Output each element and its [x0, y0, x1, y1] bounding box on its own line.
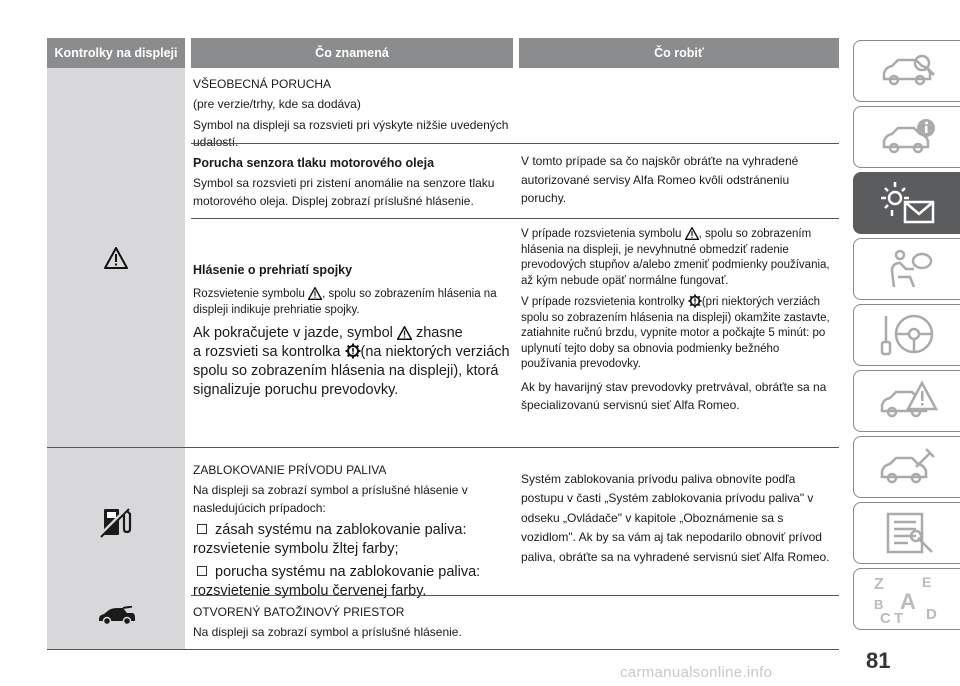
warning-triangle-icon: [308, 287, 322, 300]
icon-cell: [47, 448, 185, 596]
technical-data-icon: [878, 510, 938, 556]
row-action: V tomto prípade sa čo najskôr obráťte na vyhradené autorizované servisy Alfa Romeo kvôli odstráneniu poruchy.: [521, 154, 799, 206]
tab-safety[interactable]: [853, 238, 960, 300]
row-text: Symbol sa rozsvieti pri zistení anomálie na senzore tlaku motorového oleja. Displej zobrazí príslušné hlásenie.: [193, 176, 495, 208]
row-action: Systém zablokovania prívodu paliva obnovíte podľa postupu v časti „Systém zablokovania prívodu paliva" v odseku „Ovládače" v kapitole „Oboznámenie sa s vozidlom". Ak by sa vám aj tak nepodarilo obnoviť prívod paliva, obráťte sa na vyhradené servisnú sieť Alfa Romeo.: [521, 472, 830, 564]
row-title: Hlásenie o prehriatí spojky: [193, 263, 353, 277]
checkbox-bullet-icon: [197, 524, 207, 534]
header-col-display: Kontrolky na displeji: [47, 38, 185, 68]
tab-car-overview[interactable]: [853, 40, 960, 102]
table-row: [47, 448, 839, 599]
svg-text:C: C: [879, 610, 891, 625]
maintenance-icon: [876, 445, 940, 489]
table-header: [47, 38, 839, 68]
tab-technical-data[interactable]: [853, 502, 960, 564]
index-icon: [870, 573, 946, 625]
row-text: Rozsvietenie symbolu , spolu so zobrazením hlásenia na displeji indikuje prehriatie spojky.: [193, 288, 497, 316]
page-number: 81: [866, 648, 891, 673]
tab-starting-driving[interactable]: [853, 304, 960, 366]
row-text: Na displeji sa zobrazí symbol a príslušné hlásenie v nasledujúcich prípadoch:: [193, 483, 468, 515]
warning-lights-table: [47, 38, 839, 650]
row-title: Porucha senzora tlaku motorového oleja: [193, 156, 435, 170]
row-title: VŠEOBECNÁ PORUCHA: [193, 77, 332, 91]
gearbox-fault-icon: [345, 343, 361, 359]
tab-index[interactable]: [853, 568, 960, 630]
warning-triangle-icon: [397, 326, 412, 340]
warning-triangle-icon: [685, 227, 699, 240]
svg-text:A: A: [899, 589, 916, 614]
tab-emergency[interactable]: [853, 370, 960, 432]
tab-car-info[interactable]: [853, 106, 960, 168]
row-text: (pre verzie/trhy, kde sa dodáva): [193, 97, 361, 112]
table-row: [185, 68, 839, 150]
table-row: [47, 596, 839, 650]
icon-cell: [47, 596, 185, 650]
car-info-icon: [876, 51, 940, 91]
list-item: porucha systému na zablokovanie paliva: rozsvietenie symbolu červenej farby.: [193, 563, 481, 599]
gearbox-fault-icon: [688, 294, 702, 308]
open-trunk-icon: [96, 606, 136, 626]
icon-cell: [47, 68, 185, 448]
svg-text:B: B: [873, 597, 883, 612]
row-action: V prípade rozsvietenia symbolu , spolu so zobrazením hlásenia na displeji, je nevyhnutné obmedziť radenie prevodových stupňov a/alebo zmeniť podmienky používania, až kým nebude opäť normálne fungovať.: [521, 228, 830, 287]
emergency-icon: [876, 379, 940, 423]
row-action: Ak by havarijný stav prevodovky pretrvával, obráťte sa na špecializovanú servisnú sieť Alfa Romeo.: [521, 379, 827, 412]
checkbox-bullet-icon: [197, 566, 207, 576]
warning-lights-icon: [873, 180, 943, 226]
svg-text:Z: Z: [873, 576, 884, 593]
header-col-meaning: Čo znamená: [191, 38, 513, 68]
row-text: Na displeji sa zobrazí symbol a príslušné hlásenie.: [193, 625, 462, 640]
row-action: V prípade rozsvietenia kontrolky (pri niektorých verziách spolu so zobrazením hlásenia na displeji) okamžite zastavte, zatiahnite ručnú brzdu, vypnite motor a počkajte 5 minút: po uplynutí tejto doby sa obnovia podmienky bežného používania prevodovky.: [521, 296, 830, 371]
car-info-i-icon: [876, 117, 940, 157]
airbag-icon: [878, 247, 938, 291]
tab-warning-lights[interactable]: [853, 172, 960, 234]
table-row: [185, 144, 839, 219]
svg-text:E: E: [921, 574, 931, 590]
watermark: carmanualsonline.info: [620, 664, 773, 681]
row-title: OTVORENÝ BATOŽINOVÝ PRIESTOR: [193, 605, 405, 619]
svg-text:T: T: [893, 610, 903, 625]
tab-maintenance[interactable]: [853, 436, 960, 498]
row-title: ZABLOKOVANIE PRÍVODU PALIVA: [193, 463, 387, 477]
list-item: zásah systému na zablokovanie paliva: rozsvietenie symbolu žltej farby;: [193, 522, 467, 558]
header-col-action: Čo robiť: [519, 38, 839, 68]
row-text: Symbol na displeji sa rozsvieti pri výskyte nižšie uvedených udalostí.: [193, 117, 509, 150]
row-text: Ak pokračujete v jazde, symbol zhasne a rozsvieti sa kontrolka (na niektorých verziách spolu so zobrazením hlásenia na displeji), ktorá signalizuje poruchu prevodovky.: [193, 325, 510, 398]
table-row: [185, 219, 839, 418]
warning-triangle-icon: [104, 247, 128, 269]
fuel-cutoff-icon: [98, 505, 134, 539]
svg-text:D: D: [925, 606, 937, 623]
table-group-general-fault: [47, 68, 839, 448]
start-drive-icon: [876, 310, 940, 360]
